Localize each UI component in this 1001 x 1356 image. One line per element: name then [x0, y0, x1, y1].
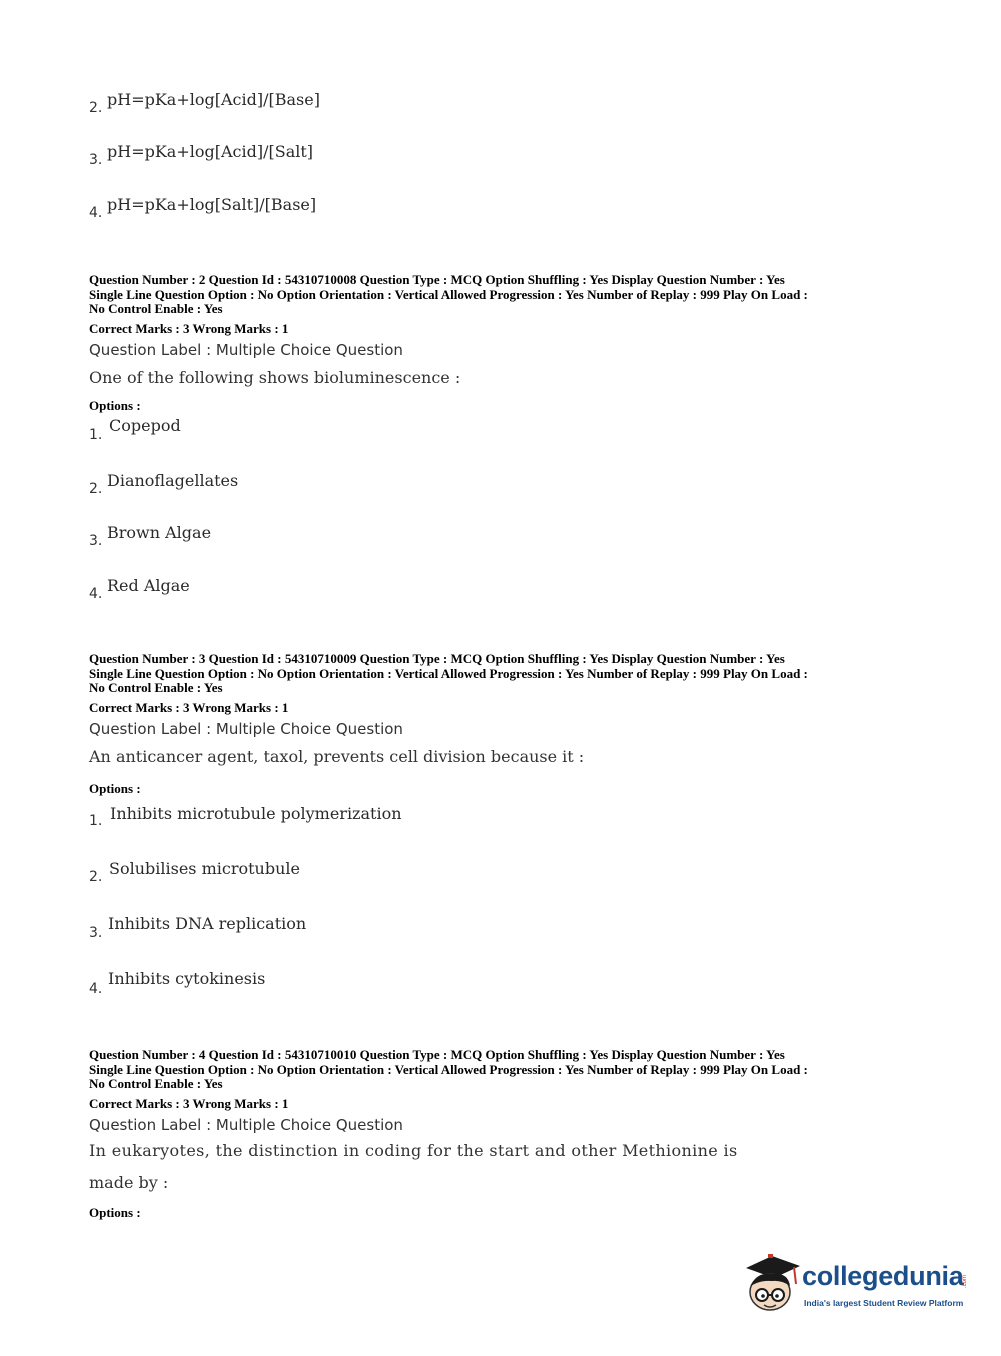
- question-label: Question Label : Multiple Choice Question: [89, 1116, 403, 1134]
- question-meta-line: Single Line Question Option : No Option Orientation : Vertical Allowed Progression : Yes Number of Replay : 999 Play On Load :: [89, 665, 808, 681]
- question-meta-line: Question Number : 2 Question Id : 54310710008 Question Type : MCQ Option Shuffling : Yes Display Question Number : Yes: [89, 272, 785, 287]
- option-text: pH=pKa+log[Salt]/[Base]: [107, 195, 317, 214]
- option-number: 1.: [89, 813, 103, 829]
- question-label: Question Label : Multiple Choice Question: [89, 341, 403, 359]
- question-marks: Correct Marks : 3 Wrong Marks : 1: [89, 700, 289, 715]
- logo-com: .com: [962, 1274, 968, 1288]
- option-text: pH=pKa+log[Acid]/[Base]: [107, 90, 320, 109]
- logo-wordmark: collegedunia: [802, 1261, 964, 1291]
- option-text: Solubilises microtubule: [109, 859, 300, 878]
- question-meta-line: No Control Enable : Yes: [89, 1076, 223, 1092]
- mascot-icon: [742, 1250, 804, 1316]
- option-text: Inhibits cytokinesis: [108, 969, 266, 988]
- option-number: 4.: [89, 981, 103, 997]
- question-text: An anticancer agent, taxol, prevents cell division because it :: [89, 747, 585, 766]
- options-heading: Options :: [89, 398, 141, 413]
- option-text: Dianoflagellates: [107, 471, 239, 490]
- question-meta-line: No Control Enable : Yes: [89, 301, 223, 317]
- option-number: 4.: [89, 205, 103, 221]
- question-text: made by :: [89, 1173, 169, 1192]
- option-text: Inhibits microtubule polymerization: [110, 804, 402, 823]
- option-text: Brown Algae: [107, 523, 212, 542]
- option-number: 4.: [89, 586, 103, 602]
- question-text: One of the following shows bioluminescence :: [89, 368, 461, 387]
- option-number: 2.: [89, 481, 103, 497]
- logo-tagline: India's largest Student Review Platform: [804, 1298, 964, 1308]
- option-number: 3.: [89, 152, 103, 168]
- option-text: Red Algae: [107, 576, 190, 595]
- question-marks: Correct Marks : 3 Wrong Marks : 1: [89, 1096, 289, 1111]
- question-marks: Correct Marks : 3 Wrong Marks : 1: [89, 321, 289, 336]
- question-meta-line: Question Number : 4 Question Id : 54310710010 Question Type : MCQ Option Shuffling : Yes Display Question Number : Yes: [89, 1047, 785, 1062]
- options-heading: Options :: [89, 781, 141, 796]
- option-number: 2.: [89, 100, 103, 116]
- question-meta-line: No Control Enable : Yes: [89, 680, 223, 696]
- option-number: 1.: [89, 427, 103, 443]
- question-meta-line: Question Number : 3 Question Id : 54310710009 Question Type : MCQ Option Shuffling : Yes Display Question Number : Yes: [89, 651, 785, 666]
- option-number: 3.: [89, 925, 103, 941]
- option-number: 2.: [89, 869, 103, 885]
- question-label: Question Label : Multiple Choice Question: [89, 720, 403, 738]
- option-text: pH=pKa+log[Acid]/[Salt]: [107, 142, 314, 161]
- question-meta-line: Single Line Question Option : No Option Orientation : Vertical Allowed Progression : Yes Number of Replay : 999 Play On Load :: [89, 286, 808, 302]
- question-meta-line: Single Line Question Option : No Option Orientation : Vertical Allowed Progression : Yes Number of Replay : 999 Play On Load :: [89, 1061, 808, 1077]
- question-text: In eukaryotes, the distinction in coding for the start and other Methionine is: [89, 1141, 738, 1160]
- option-text: Copepod: [109, 416, 181, 435]
- options-heading: Options :: [89, 1205, 141, 1220]
- collegedunia-logo: [742, 1250, 972, 1320]
- option-text: Inhibits DNA replication: [108, 914, 307, 933]
- option-number: 3.: [89, 533, 103, 549]
